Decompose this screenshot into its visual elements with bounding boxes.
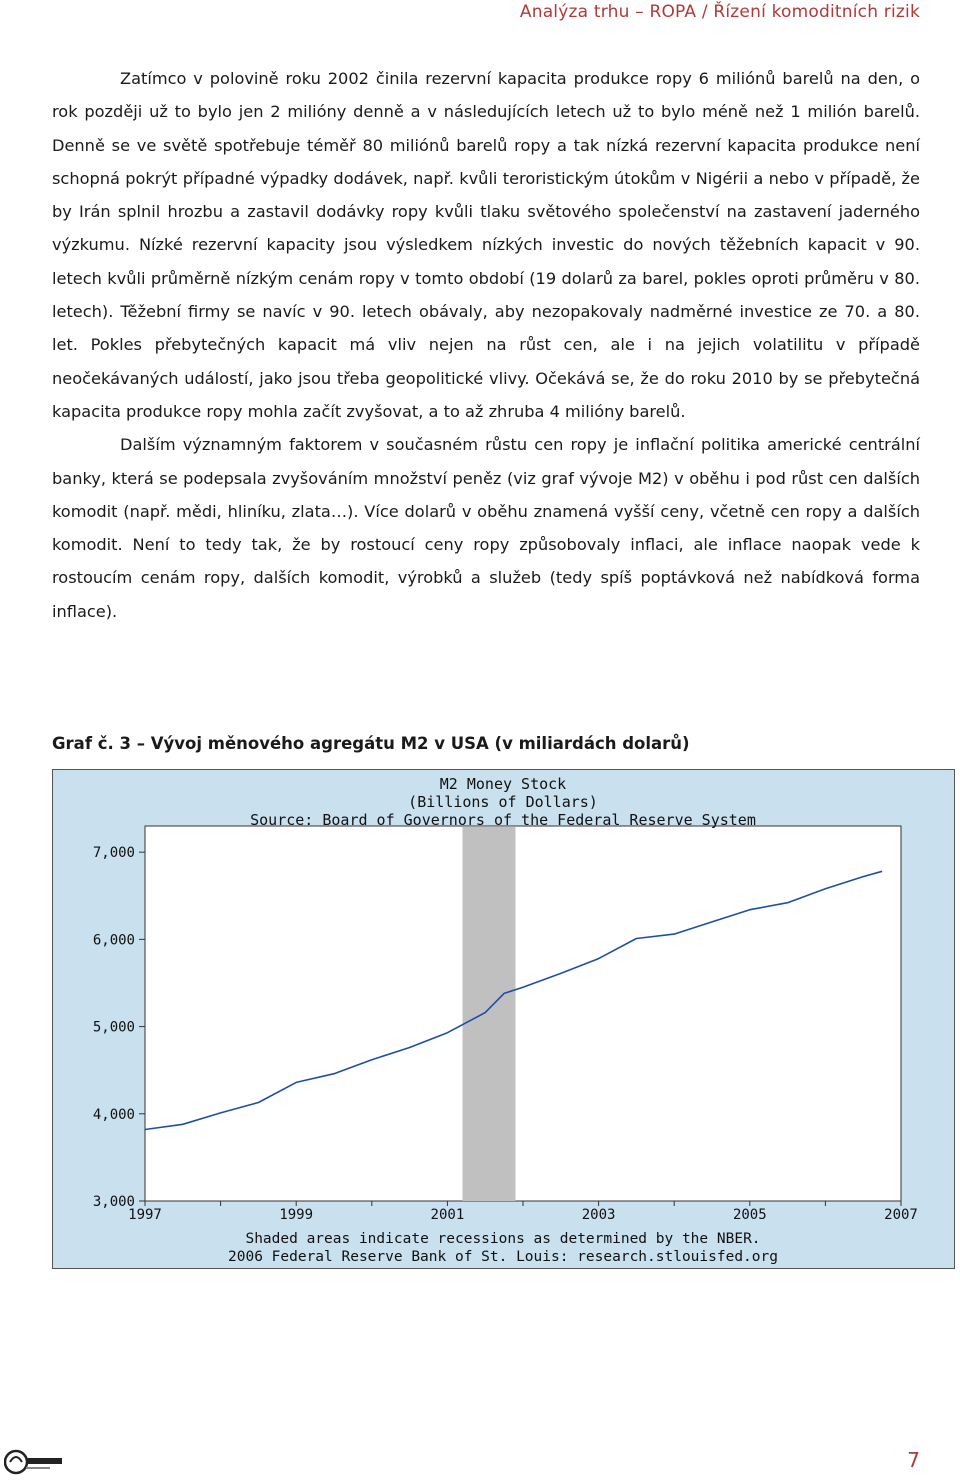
chart-title: M2 Money Stock: [439, 775, 567, 793]
y-tick-label: 7,000: [92, 845, 135, 862]
x-tick-label: 2001: [430, 1207, 465, 1223]
paragraph-1: Zatímco v polovině roku 2002 činila rezervní kapacita produkce ropy 6 miliónů barelů na den, o rok později už to bylo jen 2 milióny denně a v následujících letech už to bylo méně než 1 milión barelů. Denně se ve světě spotřebuje téměř 80 miliónů barelů ropy a tak nízká rezervní kapacita produkce není schopná pokrýt případné výpadky dodávek, např. kvůli teroristickým útokům v Nigérii a nebo v případě, že by Irán splnil hrozbu a zastavil dodávky ropy kvůli tlaku světového společenství na zastavení jaderného výzkumu. Nízké rezervní kapacity jsou výsledkem nízkých investic do nových těžebních kapacit v 90. letech kvůli průměrně nízkým cenám ropy v tomto období (19 dolarů za barel, pokles oproti průměru v 80. letech). Těžební firmy se navíc v 90. letech obávaly, aby nezopakovaly nadměrné investice ze 70. a 80. let. Pokles přebytečných kapacit má vliv nejen na růst cen, ale i na jejich volatilitu v případě neočekávaných událostí, jako jsou třeba geopolitické vlivy. Očekává se, že do roku 2010 by se přebytečná kapacita produkce ropy mohla začít zvyšovat, a to až zhruba 4 milióny barelů.: [52, 69, 920, 421]
x-tick-label: 1999: [279, 1207, 314, 1223]
paragraph-2: Dalším významným faktorem v současném růstu cen ropy je inflační politika americké centrální banky, která se podepsala zvyšováním množství peněz (viz graf vývoje M2) v oběhu i pod růst cen dalších komodit (např. mědi, hliníku, zlata…). Více dolarů v oběhu znamená vyšší ceny, včetně cen ropy a dalších komodit. Není to tedy tak, že by rostoucí ceny ropy způsobovaly inflaci, ale inflace naopak vede k rostoucím cenám ropy, dalších komodit, výrobků a služeb (tedy spíš poptávková než nabídková forma inflace).: [52, 435, 920, 621]
colosseum-logo-icon: [4, 1448, 64, 1476]
y-tick-label: 6,000: [92, 932, 135, 949]
colosseum-logo: [4, 1448, 64, 1476]
chart-note-recession: Shaded areas indicate recessions as determined by the NBER.: [245, 1231, 761, 1247]
m2-chart: [52, 769, 955, 1269]
figure-caption: Graf č. 3 – Vývoj měnového agregátu M2 v USA (v miliardách dolarů): [52, 734, 690, 753]
x-tick-label: 2005: [732, 1207, 767, 1223]
x-tick-label: 2003: [581, 1207, 616, 1223]
chart-note-copyright: 2006 Federal Reserve Bank of St. Louis: research.stlouisfed.org: [228, 1249, 778, 1265]
chart-subtitle: (Billions of Dollars): [408, 793, 598, 811]
chart-svg: [53, 770, 954, 1268]
y-tick-label: 4,000: [92, 1106, 135, 1123]
page-number: 7: [907, 1448, 920, 1472]
recession-band: [463, 827, 516, 1201]
x-tick-label: 2007: [884, 1207, 918, 1223]
plot-area: [145, 826, 901, 1201]
y-tick-label: 3,000: [92, 1194, 135, 1210]
body-text: [52, 62, 920, 628]
x-tick-label: 1997: [128, 1207, 162, 1223]
running-header: Analýza trhu – ROPA / Řízení komoditních rizik: [519, 2, 920, 22]
y-tick-label: 5,000: [92, 1019, 135, 1036]
chart-source: Source: Board of Governors of the Federal Reserve System: [250, 811, 756, 829]
